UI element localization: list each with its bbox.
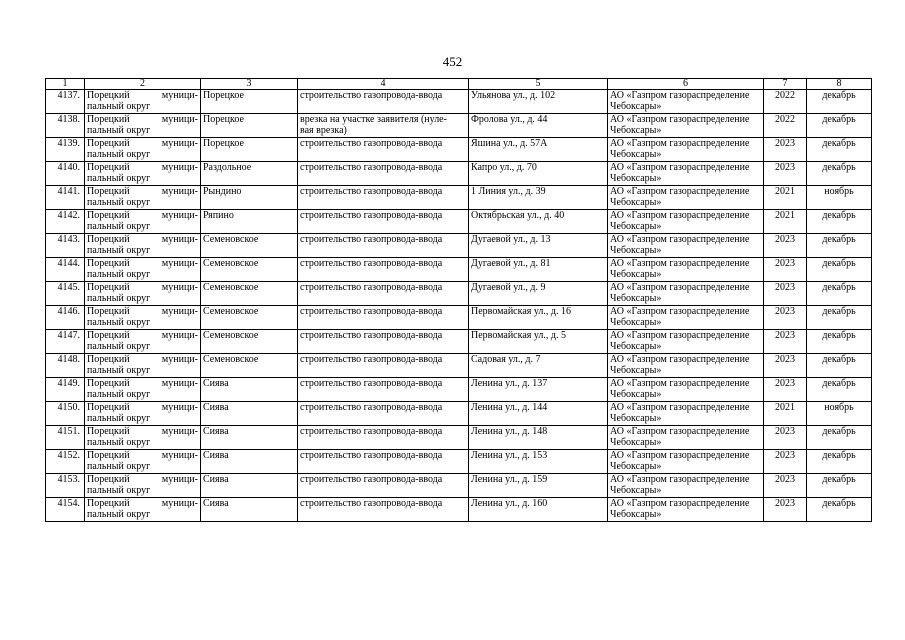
district-name: Порецкий xyxy=(87,330,130,341)
year-cell: 2022 xyxy=(764,114,807,138)
district-type-part2: пальный округ xyxy=(87,317,151,328)
year-cell: 2023 xyxy=(764,306,807,330)
district-cell xyxy=(85,498,201,522)
month-cell: декабрь xyxy=(807,90,872,114)
month-cell: декабрь xyxy=(807,282,872,306)
row-number: 4142. xyxy=(46,210,85,234)
district-name: Порецкий xyxy=(87,234,130,245)
table-row xyxy=(46,210,872,234)
district-type-part2: пальный округ xyxy=(87,149,151,160)
locality-cell: Семеновское xyxy=(201,306,298,330)
organization-line2: Чебоксары» xyxy=(610,197,662,208)
district-type-part2: пальный округ xyxy=(87,245,151,256)
address-cell: Ленина ул., д. 148 xyxy=(469,426,608,450)
district-name: Порецкий xyxy=(87,498,130,509)
work-type-line1: строительство газопровода-ввода xyxy=(300,402,443,413)
work-type-cell xyxy=(298,330,469,354)
organization-cell xyxy=(608,186,764,210)
work-type-cell xyxy=(298,90,469,114)
work-type-line1: врезка на участке заявителя (нуле- xyxy=(300,114,447,125)
organization-line2: Чебоксары» xyxy=(610,485,662,496)
work-type-cell xyxy=(298,138,469,162)
year-cell: 2023 xyxy=(764,498,807,522)
district-type-part2: пальный округ xyxy=(87,485,151,496)
header-cell: 8 xyxy=(807,79,872,90)
district-type-part2: пальный округ xyxy=(87,269,151,280)
organization-line2: Чебоксары» xyxy=(610,293,662,304)
work-type-line1: строительство газопровода-ввода xyxy=(300,234,443,245)
district-cell xyxy=(85,210,201,234)
header-cell: 7 xyxy=(764,79,807,90)
district-cell xyxy=(85,162,201,186)
district-name: Порецкий xyxy=(87,90,130,101)
district-type-part1: муници- xyxy=(161,258,198,269)
month-cell: декабрь xyxy=(807,258,872,282)
locality-cell: Семеновское xyxy=(201,282,298,306)
header-cell: 3 xyxy=(201,79,298,90)
organization-line2: Чебоксары» xyxy=(610,413,662,424)
district-type-part2: пальный округ xyxy=(87,221,151,232)
locality-cell: Семеновское xyxy=(201,354,298,378)
work-type-line1: строительство газопровода-ввода xyxy=(300,426,443,437)
work-type-cell xyxy=(298,162,469,186)
table-row xyxy=(46,90,872,114)
address-cell: Дугаевой ул., д. 9 xyxy=(469,282,608,306)
address-cell: 1 Линия ул., д. 39 xyxy=(469,186,608,210)
organization-line2: Чебоксары» xyxy=(610,101,662,112)
year-cell: 2023 xyxy=(764,426,807,450)
work-type-cell xyxy=(298,210,469,234)
year-cell: 2023 xyxy=(764,162,807,186)
row-number: 4146. xyxy=(46,306,85,330)
address-cell: Ленина ул., д. 159 xyxy=(469,474,608,498)
table-header-row xyxy=(46,79,872,90)
district-type-part1: муници- xyxy=(161,498,198,509)
row-number: 4139. xyxy=(46,138,85,162)
year-cell: 2021 xyxy=(764,186,807,210)
table-row xyxy=(46,138,872,162)
district-type-part1: муници- xyxy=(161,114,198,125)
organization-line2: Чебоксары» xyxy=(610,173,662,184)
row-number: 4140. xyxy=(46,162,85,186)
work-type-cell xyxy=(298,282,469,306)
table-row xyxy=(46,354,872,378)
organization-cell xyxy=(608,138,764,162)
table-row xyxy=(46,306,872,330)
row-number: 4147. xyxy=(46,330,85,354)
organization-line2: Чебоксары» xyxy=(610,221,662,232)
work-type-line1: строительство газопровода-ввода xyxy=(300,450,443,461)
locality-cell: Сиява xyxy=(201,378,298,402)
organization-cell xyxy=(608,474,764,498)
organization-cell xyxy=(608,162,764,186)
work-type-line1: строительство газопровода-ввода xyxy=(300,162,443,173)
work-type-line1: строительство газопровода-ввода xyxy=(300,138,443,149)
district-type-part1: муници- xyxy=(161,306,198,317)
table-row xyxy=(46,258,872,282)
work-type-line1: строительство газопровода-ввода xyxy=(300,330,443,341)
table-row xyxy=(46,474,872,498)
organization-line2: Чебоксары» xyxy=(610,437,662,448)
organization-line1: АО «Газпром газораспределение xyxy=(610,90,750,101)
locality-cell: Порецкое xyxy=(201,90,298,114)
district-type-part2: пальный округ xyxy=(87,173,151,184)
organization-cell xyxy=(608,498,764,522)
work-type-cell xyxy=(298,378,469,402)
organization-cell xyxy=(608,234,764,258)
district-cell xyxy=(85,378,201,402)
address-cell: Первомайская ул., д. 5 xyxy=(469,330,608,354)
address-cell: Ленина ул., д. 144 xyxy=(469,402,608,426)
organization-cell xyxy=(608,258,764,282)
organization-cell xyxy=(608,306,764,330)
district-type-part2: пальный округ xyxy=(87,413,151,424)
address-cell: Октябрьская ул., д. 40 xyxy=(469,210,608,234)
address-cell: Фролова ул., д. 44 xyxy=(469,114,608,138)
district-name: Порецкий xyxy=(87,474,130,485)
month-cell: декабрь xyxy=(807,138,872,162)
address-cell: Ленина ул., д. 137 xyxy=(469,378,608,402)
organization-line1: АО «Газпром газораспределение xyxy=(610,282,750,293)
table-row xyxy=(46,330,872,354)
organization-line2: Чебоксары» xyxy=(610,125,662,136)
organization-cell xyxy=(608,426,764,450)
district-type-part1: муници- xyxy=(161,330,198,341)
locality-cell: Сиява xyxy=(201,426,298,450)
district-name: Порецкий xyxy=(87,354,130,365)
month-cell: декабрь xyxy=(807,354,872,378)
table-row xyxy=(46,114,872,138)
organization-line1: АО «Газпром газораспределение xyxy=(610,306,750,317)
organization-cell xyxy=(608,402,764,426)
district-name: Порецкий xyxy=(87,378,130,389)
organization-line2: Чебоксары» xyxy=(610,365,662,376)
organization-cell xyxy=(608,114,764,138)
year-cell: 2023 xyxy=(764,450,807,474)
row-number: 4138. xyxy=(46,114,85,138)
month-cell: декабрь xyxy=(807,498,872,522)
address-cell: Ленина ул., д. 160 xyxy=(469,498,608,522)
address-cell: Садовая ул., д. 7 xyxy=(469,354,608,378)
district-cell xyxy=(85,426,201,450)
row-number: 4148. xyxy=(46,354,85,378)
district-type-part1: муници- xyxy=(161,90,198,101)
district-type-part2: пальный округ xyxy=(87,365,151,376)
district-type-part1: муници- xyxy=(161,162,198,173)
district-type-part1: муници- xyxy=(161,450,198,461)
locality-cell: Сиява xyxy=(201,474,298,498)
work-type-cell xyxy=(298,306,469,330)
locality-cell: Семеновское xyxy=(201,234,298,258)
header-cell: 1 xyxy=(46,79,85,90)
district-cell xyxy=(85,114,201,138)
district-type-part2: пальный округ xyxy=(87,293,151,304)
district-type-part2: пальный округ xyxy=(87,389,151,400)
work-type-line1: строительство газопровода-ввода xyxy=(300,354,443,365)
organization-line1: АО «Газпром газораспределение xyxy=(610,234,750,245)
locality-cell: Порецкое xyxy=(201,114,298,138)
year-cell: 2021 xyxy=(764,402,807,426)
month-cell: декабрь xyxy=(807,162,872,186)
year-cell: 2022 xyxy=(764,90,807,114)
organization-line1: АО «Газпром газораспределение xyxy=(610,426,750,437)
locality-cell: Ряпино xyxy=(201,210,298,234)
district-type-part2: пальный округ xyxy=(87,509,151,520)
row-number: 4149. xyxy=(46,378,85,402)
district-cell xyxy=(85,450,201,474)
work-type-cell xyxy=(298,234,469,258)
row-number: 4150. xyxy=(46,402,85,426)
district-cell xyxy=(85,306,201,330)
district-type-part2: пальный округ xyxy=(87,101,151,112)
district-type-part1: муници- xyxy=(161,282,198,293)
address-cell: Ульянова ул., д. 102 xyxy=(469,90,608,114)
work-type-line1: строительство газопровода-ввода xyxy=(300,474,443,485)
work-type-line1: строительство газопровода-ввода xyxy=(300,210,443,221)
district-name: Порецкий xyxy=(87,186,130,197)
month-cell: ноябрь xyxy=(807,186,872,210)
district-name: Порецкий xyxy=(87,306,130,317)
data-table xyxy=(45,78,872,522)
work-type-line1: строительство газопровода-ввода xyxy=(300,186,443,197)
row-number: 4154. xyxy=(46,498,85,522)
work-type-line1: строительство газопровода-ввода xyxy=(300,258,443,269)
month-cell: декабрь xyxy=(807,426,872,450)
header-cell: 2 xyxy=(85,79,201,90)
district-cell xyxy=(85,402,201,426)
organization-cell xyxy=(608,354,764,378)
district-name: Порецкий xyxy=(87,450,130,461)
work-type-line1: строительство газопровода-ввода xyxy=(300,282,443,293)
year-cell: 2021 xyxy=(764,210,807,234)
district-name: Порецкий xyxy=(87,210,130,221)
header-cell: 5 xyxy=(469,79,608,90)
district-name: Порецкий xyxy=(87,258,130,269)
locality-cell: Раздольное xyxy=(201,162,298,186)
organization-line1: АО «Газпром газораспределение xyxy=(610,354,750,365)
organization-line2: Чебоксары» xyxy=(610,245,662,256)
district-name: Порецкий xyxy=(87,426,130,437)
organization-line2: Чебоксары» xyxy=(610,461,662,472)
address-cell: Яшина ул., д. 57А xyxy=(469,138,608,162)
organization-line2: Чебоксары» xyxy=(610,269,662,280)
district-type-part1: муници- xyxy=(161,186,198,197)
organization-line1: АО «Газпром газораспределение xyxy=(610,378,750,389)
district-cell xyxy=(85,354,201,378)
organization-line2: Чебоксары» xyxy=(610,389,662,400)
organization-cell xyxy=(608,282,764,306)
work-type-cell xyxy=(298,474,469,498)
address-cell: Первомайская ул., д. 16 xyxy=(469,306,608,330)
month-cell: декабрь xyxy=(807,330,872,354)
organization-line1: АО «Газпром газораспределение xyxy=(610,162,750,173)
district-type-part1: муници- xyxy=(161,138,198,149)
work-type-cell xyxy=(298,450,469,474)
organization-line1: АО «Газпром газораспределение xyxy=(610,210,750,221)
organization-line1: АО «Газпром газораспределение xyxy=(610,138,750,149)
district-type-part2: пальный округ xyxy=(87,437,151,448)
row-number: 4152. xyxy=(46,450,85,474)
district-type-part1: муници- xyxy=(161,210,198,221)
organization-cell xyxy=(608,378,764,402)
district-cell xyxy=(85,234,201,258)
address-cell: Ленина ул., д. 153 xyxy=(469,450,608,474)
work-type-cell xyxy=(298,402,469,426)
header-cell: 6 xyxy=(608,79,764,90)
district-type-part1: муници- xyxy=(161,234,198,245)
locality-cell: Семеновское xyxy=(201,258,298,282)
year-cell: 2023 xyxy=(764,474,807,498)
month-cell: декабрь xyxy=(807,306,872,330)
district-type-part1: муници- xyxy=(161,402,198,413)
district-cell xyxy=(85,474,201,498)
address-cell: Дугаевой ул., д. 13 xyxy=(469,234,608,258)
table-row xyxy=(46,234,872,258)
district-type-part1: муници- xyxy=(161,426,198,437)
district-name: Порецкий xyxy=(87,114,130,125)
row-number: 4144. xyxy=(46,258,85,282)
header-cell: 4 xyxy=(298,79,469,90)
district-type-part2: пальный округ xyxy=(87,341,151,352)
page-number: 452 xyxy=(442,54,463,69)
row-number: 4145. xyxy=(46,282,85,306)
month-cell: декабрь xyxy=(807,474,872,498)
work-type-cell xyxy=(298,258,469,282)
organization-line2: Чебоксары» xyxy=(610,317,662,328)
work-type-cell xyxy=(298,186,469,210)
district-name: Порецкий xyxy=(87,162,130,173)
work-type-cell xyxy=(298,426,469,450)
row-number: 4151. xyxy=(46,426,85,450)
table-row xyxy=(46,162,872,186)
organization-line1: АО «Газпром газораспределение xyxy=(610,498,750,509)
table-row xyxy=(46,378,872,402)
address-cell: Дугаевой ул., д. 81 xyxy=(469,258,608,282)
year-cell: 2023 xyxy=(764,282,807,306)
month-cell: декабрь xyxy=(807,450,872,474)
work-type-cell xyxy=(298,498,469,522)
year-cell: 2023 xyxy=(764,330,807,354)
organization-line1: АО «Газпром газораспределение xyxy=(610,402,750,413)
organization-line2: Чебоксары» xyxy=(610,341,662,352)
district-cell xyxy=(85,90,201,114)
year-cell: 2023 xyxy=(764,234,807,258)
district-type-part2: пальный округ xyxy=(87,197,151,208)
district-cell xyxy=(85,186,201,210)
district-name: Порецкий xyxy=(87,282,130,293)
district-type-part1: муници- xyxy=(161,378,198,389)
locality-cell: Порецкое xyxy=(201,138,298,162)
organization-line2: Чебоксары» xyxy=(610,509,662,520)
organization-line1: АО «Газпром газораспределение xyxy=(610,474,750,485)
organization-cell xyxy=(608,210,764,234)
locality-cell: Семеновское xyxy=(201,330,298,354)
district-name: Порецкий xyxy=(87,138,130,149)
district-cell xyxy=(85,138,201,162)
district-type-part2: пальный округ xyxy=(87,125,151,136)
work-type-line1: строительство газопровода-ввода xyxy=(300,498,443,509)
work-type-line2: вая врезка) xyxy=(300,125,347,136)
month-cell: декабрь xyxy=(807,210,872,234)
table-row xyxy=(46,426,872,450)
year-cell: 2023 xyxy=(764,138,807,162)
locality-cell: Сиява xyxy=(201,498,298,522)
month-cell: декабрь xyxy=(807,378,872,402)
work-type-cell xyxy=(298,354,469,378)
district-type-part1: муници- xyxy=(161,474,198,485)
district-type-part2: пальный округ xyxy=(87,461,151,472)
district-name: Порецкий xyxy=(87,402,130,413)
district-cell xyxy=(85,282,201,306)
year-cell: 2023 xyxy=(764,354,807,378)
organization-line1: АО «Газпром газораспределение xyxy=(610,258,750,269)
table-row xyxy=(46,498,872,522)
year-cell: 2023 xyxy=(764,378,807,402)
month-cell: декабрь xyxy=(807,234,872,258)
work-type-cell xyxy=(298,114,469,138)
organization-cell xyxy=(608,450,764,474)
row-number: 4153. xyxy=(46,474,85,498)
table-row xyxy=(46,402,872,426)
table-row xyxy=(46,282,872,306)
district-cell xyxy=(85,258,201,282)
locality-cell: Сиява xyxy=(201,450,298,474)
organization-line1: АО «Газпром газораспределение xyxy=(610,330,750,341)
table-row xyxy=(46,186,872,210)
organization-line2: Чебоксары» xyxy=(610,149,662,160)
district-type-part1: муници- xyxy=(161,354,198,365)
work-type-line1: строительство газопровода-ввода xyxy=(300,378,443,389)
row-number: 4141. xyxy=(46,186,85,210)
work-type-line1: строительство газопровода-ввода xyxy=(300,90,443,101)
work-type-line1: строительство газопровода-ввода xyxy=(300,306,443,317)
locality-cell: Сиява xyxy=(201,402,298,426)
row-number: 4137. xyxy=(46,90,85,114)
year-cell: 2023 xyxy=(764,258,807,282)
organization-cell xyxy=(608,90,764,114)
organization-line1: АО «Газпром газораспределение xyxy=(610,186,750,197)
month-cell: декабрь xyxy=(807,114,872,138)
month-cell: ноябрь xyxy=(807,402,872,426)
organization-line1: АО «Газпром газораспределение xyxy=(610,450,750,461)
row-number: 4143. xyxy=(46,234,85,258)
address-cell: Капро ул., д. 70 xyxy=(469,162,608,186)
district-cell xyxy=(85,330,201,354)
organization-cell xyxy=(608,330,764,354)
table-row xyxy=(46,450,872,474)
organization-line1: АО «Газпром газораспределение xyxy=(610,114,750,125)
locality-cell: Рындино xyxy=(201,186,298,210)
